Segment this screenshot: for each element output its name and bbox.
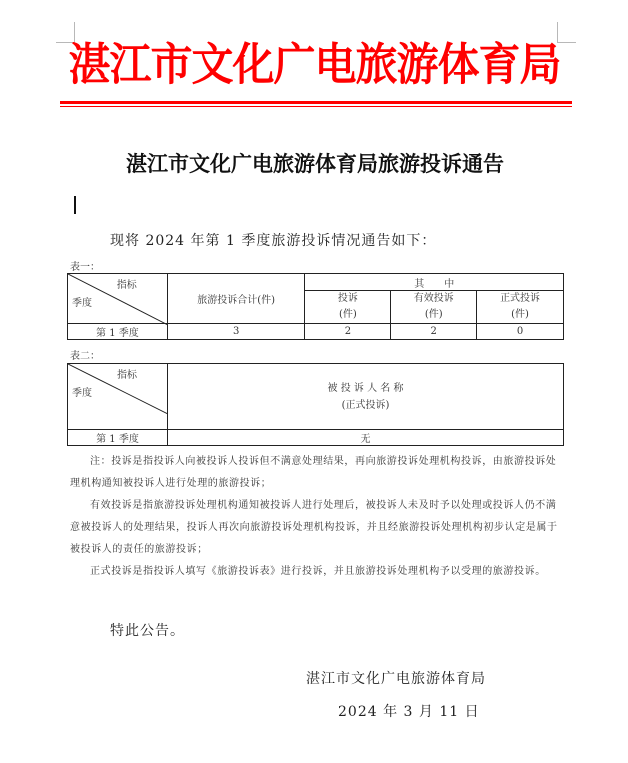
masthead-title: 湛江市文化广电旅游体育局 bbox=[68, 38, 561, 91]
table1-header-total: 旅游投诉合计(件) bbox=[167, 274, 305, 324]
table2-corner-quarter: 季度 bbox=[72, 388, 92, 399]
table2 bbox=[67, 363, 564, 446]
table2-corner-indicator: 指标 bbox=[117, 370, 137, 381]
table2-cell-name: 无 bbox=[168, 430, 564, 446]
table1-header-complaints: 投诉 (件) bbox=[305, 291, 391, 324]
closing-statement: 特此公告。 bbox=[110, 623, 185, 639]
document-title: 湛江市文化广电旅游体育局旅游投诉通告 bbox=[126, 151, 504, 176]
table1-corner-indicator: 指标 bbox=[116, 280, 137, 291]
note-valid-complaint-definition: 有效投诉是指旅游投诉处理机构通知被投诉人进行处理后，被投诉人未及时予以处理或投诉人仍不满意被投诉人的处理结果，投诉人再次向旅游投诉处理机构投诉，并且经旅游投诉处理机构初步认定是属于被投诉人的责任的旅游投诉； bbox=[70, 500, 558, 555]
table1-cell-complaints: 2 bbox=[305, 324, 391, 340]
table1 bbox=[67, 273, 564, 340]
table1-label: 表一： bbox=[70, 262, 100, 273]
notes-section bbox=[70, 451, 560, 583]
signature-date: 2024 年 3 月 11 日 bbox=[338, 704, 480, 720]
note-formal-complaint-definition: 正式投诉是指投诉人填写《旅游投诉表》进行投诉，并且旅游投诉处理机构予以受理的旅游投诉。 bbox=[90, 566, 546, 577]
table-row bbox=[68, 430, 564, 446]
table1-header-valid: 有效投诉 (件) bbox=[391, 291, 477, 324]
intro-paragraph: 现将 2024 年第 1 季度旅游投诉情况通告如下： bbox=[110, 233, 437, 249]
table2-corner-cell bbox=[68, 364, 168, 430]
table2-header-respondent: 被 投 诉 人 名 称 (正式投诉) bbox=[168, 364, 564, 430]
masthead-divider-thick bbox=[60, 101, 572, 104]
signature-organization: 湛江市文化广电旅游体育局 bbox=[306, 671, 486, 687]
table-row bbox=[68, 324, 564, 340]
table1-cell-formal: 0 bbox=[477, 324, 564, 340]
table1-cell-valid: 2 bbox=[391, 324, 477, 340]
table1-header-group: 其 中 bbox=[305, 274, 564, 291]
table1-cell-quarter: 第 1 季度 bbox=[68, 324, 168, 340]
table1-corner-cell bbox=[68, 274, 168, 324]
table1-header-formal: 正式投诉 (件) bbox=[477, 291, 564, 324]
table1-corner-quarter: 季度 bbox=[72, 298, 92, 309]
table2-cell-quarter: 第 1 季度 bbox=[68, 430, 168, 446]
text-cursor[interactable] bbox=[74, 196, 76, 214]
masthead-divider-thin bbox=[60, 106, 572, 107]
note-complaint-definition: 注：投诉是指投诉人向被投诉人投诉但不满意处理结果，再向旅游投诉处理机构投诉，由旅游投诉处理机构通知被投诉人进行处理的旅游投诉； bbox=[70, 456, 557, 489]
table2-label: 表二： bbox=[70, 351, 100, 362]
table1-cell-total: 3 bbox=[167, 324, 305, 340]
